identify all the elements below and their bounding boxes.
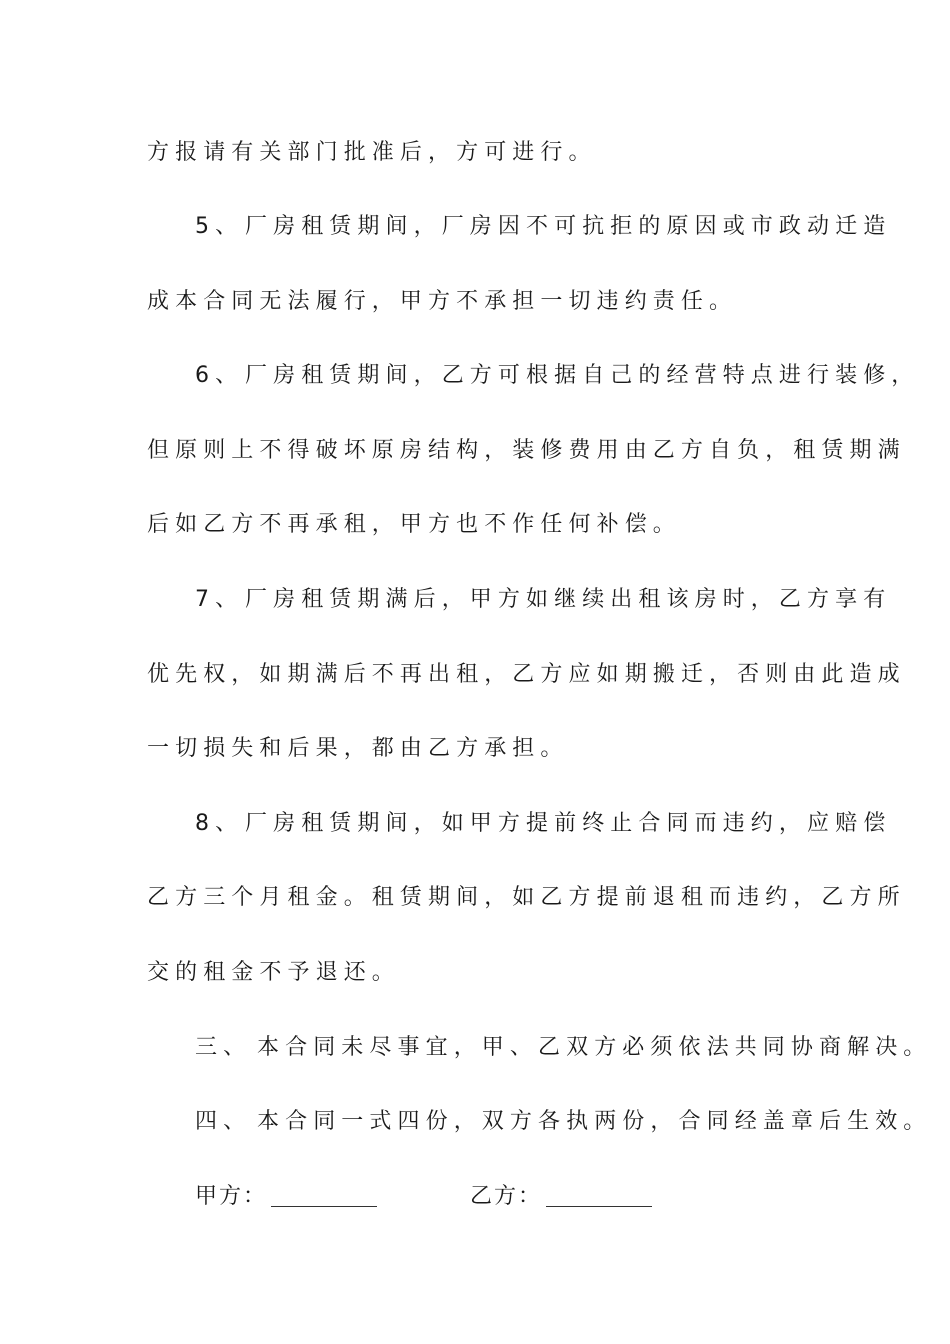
line-text: 乙方三个月租金。租赁期间，如乙方提前退租而违约，乙方所 bbox=[147, 885, 906, 910]
line-text: 厂房租赁期间，如甲方提前终止合同而违约，应赔偿 bbox=[245, 811, 892, 836]
text-line bbox=[147, 883, 906, 913]
line-text: 成本合同无法履行，甲方不承担一切违约责任。 bbox=[147, 289, 738, 314]
line-text: 后如乙方不再承租，甲方也不作任何补偿。 bbox=[147, 512, 681, 537]
text-line bbox=[147, 958, 827, 988]
section-number: 四、 bbox=[195, 1109, 252, 1134]
section-4 bbox=[147, 1107, 932, 1137]
line-text: 本合同未尽事宜，甲、乙双方必须依法共同协商解决。 bbox=[257, 1035, 932, 1060]
line-text: 方报请有关部门批准后，方可进行。 bbox=[147, 140, 597, 165]
clause-number: 5、 bbox=[195, 214, 244, 239]
clause-7 bbox=[147, 585, 892, 615]
clause-number: 7、 bbox=[195, 587, 244, 612]
line-text: 本合同一式四份，双方各执两份，合同经盖章后生效。 bbox=[257, 1109, 932, 1134]
party-a-label: 甲方： bbox=[195, 1184, 268, 1209]
line-text: 厂房租赁期满后，甲方如继续出租该房时，乙方享有 bbox=[245, 587, 892, 612]
text-line bbox=[147, 734, 827, 764]
line-text: 优先权，如期满后不再出租，乙方应如期搬迁，否则由此造成 bbox=[147, 662, 906, 687]
text-line bbox=[147, 287, 827, 317]
party-b-blank bbox=[546, 1184, 652, 1207]
text-line bbox=[147, 138, 827, 168]
section-3 bbox=[147, 1033, 932, 1063]
text-line bbox=[147, 660, 906, 690]
clause-5 bbox=[147, 212, 892, 242]
clause-number: 8、 bbox=[195, 811, 244, 836]
party-b-label: 乙方： bbox=[470, 1184, 543, 1209]
clause-6 bbox=[147, 361, 920, 391]
text-line bbox=[147, 510, 827, 540]
clause-8 bbox=[147, 809, 892, 839]
section-number: 三、 bbox=[195, 1035, 252, 1060]
party-a-signature bbox=[195, 1182, 377, 1212]
line-text: 厂房租赁期间，厂房因不可抗拒的原因或市政动迁造 bbox=[245, 214, 892, 239]
line-text: 交的租金不予退还。 bbox=[147, 960, 400, 985]
line-text: 但原则上不得破坏原房结构，装修费用由乙方自负，租赁期满 bbox=[147, 438, 906, 463]
line-text: 厂房租赁期间，乙方可根据自己的经营特点进行装修， bbox=[245, 363, 920, 388]
party-a-blank bbox=[271, 1184, 377, 1207]
clause-number: 6、 bbox=[195, 363, 244, 388]
line-text: 一切损失和后果，都由乙方承担。 bbox=[147, 736, 569, 761]
text-line bbox=[147, 436, 906, 466]
party-b-signature bbox=[470, 1182, 652, 1212]
